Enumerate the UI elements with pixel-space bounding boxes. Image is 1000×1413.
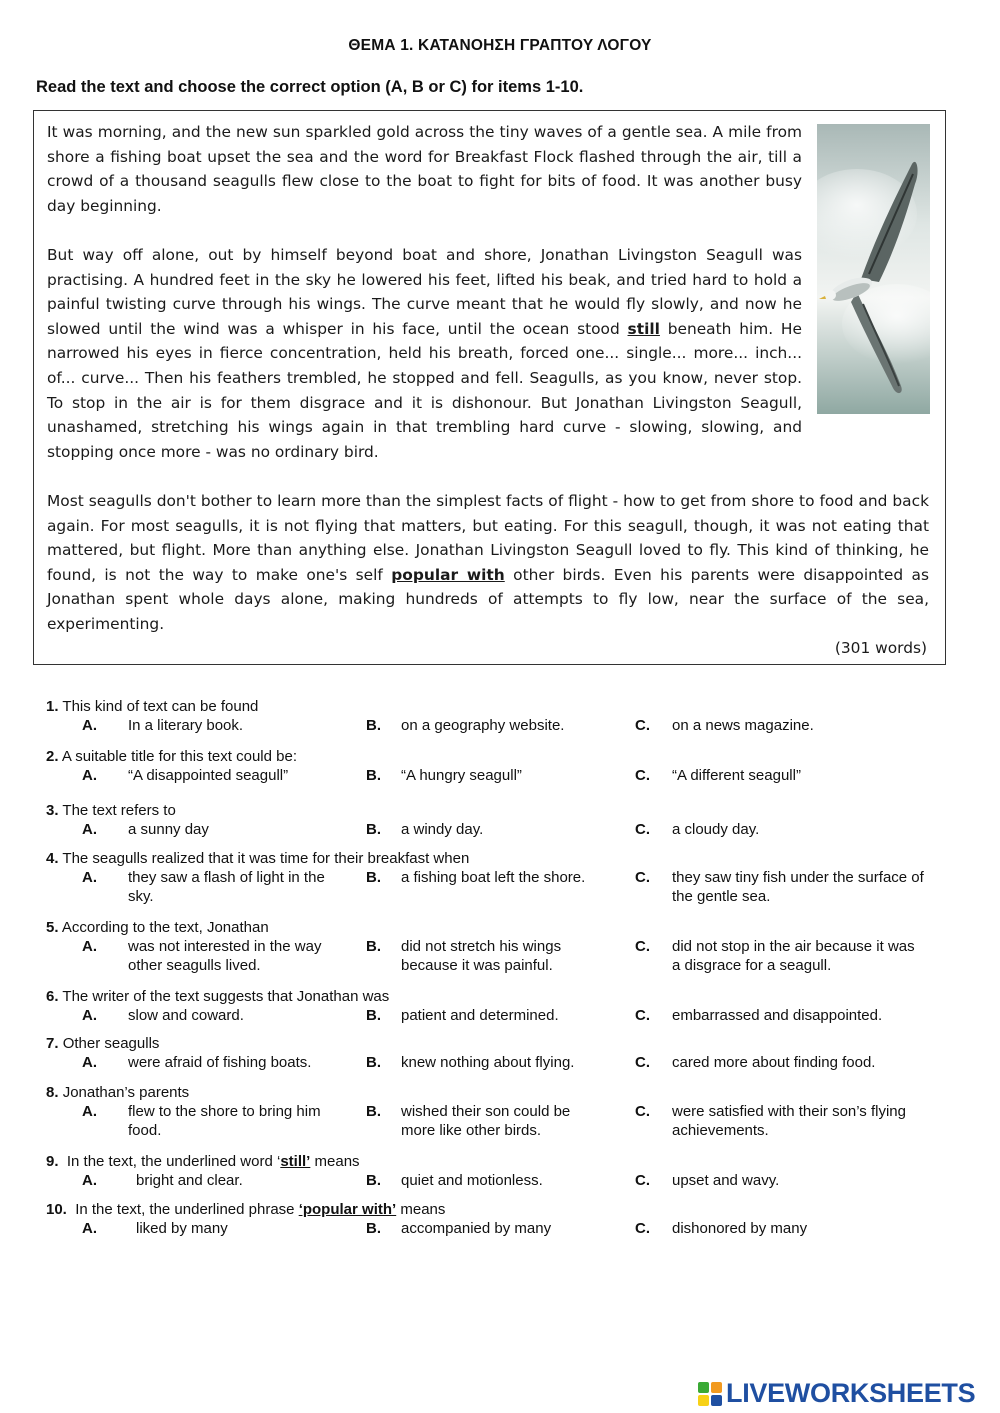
underlined-phrase-popular-with: ‘popular with’ (298, 1201, 397, 1218)
question-7: 7. Other seagulls A. were afraid of fishing boats. B. knew nothing about flying. C. cared more about finding food. (46, 1035, 876, 1071)
question-stem: The seagulls realized that it was time for their breakfast when (62, 849, 470, 867)
question-4: 4. The seagulls realized that it was time for their breakfast when A. they saw a flash of light in the sky. B. a fishing boat left the shore. C. they saw tiny fish under the surface of the gentle sea. (46, 849, 924, 905)
question-stem: In the text, the underlined phrase ‘popular with’ means (75, 1201, 446, 1218)
question-stem: The writer of the text suggests that Jonathan was (62, 987, 390, 1005)
passage-paragraph-1: It was morning, and the new sun sparkled gold across the tiny waves of a gentle sea. A mile from shore a fishing boat upset the sea and the word for Breakfast Flock flashed through the air, till a crowd of a thousand seagulls flew close to the boat to fight for bits of food. It was another busy day beginning. (47, 123, 802, 215)
question-number: 9. (46, 1152, 59, 1170)
question-8: 8. Jonathan’s parents A. flew to the shore to bring him food. B. wished their son could be more like other birds. C. were satisfied with their son’s flying achievements. (46, 1083, 906, 1139)
question-stem: Jonathan’s parents (62, 1083, 190, 1101)
passage-paragraph-3: Most seagulls don't bother to learn more than the simplest facts of flight - how to get from shore to food and back again. For most seagulls, it is not flying that matters, but eating. For this seagull, though, it was not eating that mattered, but flight. More than anything else. Jonathan Livingston Seagull loved to fly. This kind of thinking, he found, is not the way to make one's self popular with other birds. Even his parents were disappointed as Jonathan spent whole days alone, making hundreds of attempts to fly low, near the surface of the sea, experimenting. (47, 491, 929, 633)
question-stem: Other seagulls (62, 1035, 160, 1052)
question-number: 7. (46, 1035, 59, 1052)
underlined-word-still: still’ (280, 1152, 311, 1170)
question-stem: According to the text, Jonathan (61, 918, 269, 936)
question-6: 6. The writer of the text suggests that Jonathan was A. slow and coward. B. patient and determined. C. embarrassed and disappointed. (46, 987, 883, 1024)
passage-paragraph-2: But way off alone, out by himself beyond boat and shore, Jonathan Livingston Seagull was practising. A hundred feet in the sky he lowered his feet, lifted his beak, and tried hard to hold a painful twisting curve through his wings. The curve meant that he would fly slowly, and now he slowed until the wind was a whisper in his face, until the ocean stood still beneath him. He narrowed his eyes in fierce concentration, held his breath, forced one... single... more... inch... of... curve... Then his feathers trembled, he stopped and fell. Seagulls, as you know, never stop. To stop in the air is for them disgrace and it is dishonour. But Jonathan Livingston Seagull, unashamed, stretching his wings again in that trembling hard curve - slowing, slowing, and stopping once more - was no ordinary bird. (47, 245, 802, 461)
question-number: 6. (46, 987, 59, 1005)
question-10: 10. In the text, the underlined phrase ‘popular with’ means A. liked by many B. accompanied by many C. dishonored by many (46, 1201, 808, 1237)
liveworksheets-logo[interactable] (697, 1378, 975, 1409)
logo-text: LIVEWORKSHEETS (726, 1378, 976, 1408)
liveworksheets-logo-icon (697, 1381, 723, 1407)
word-count: (301 words) (834, 639, 927, 657)
question-number: 5. (46, 918, 59, 936)
underlined-phrase-popular-with: popular with (391, 565, 505, 584)
question-number: 4. (46, 849, 59, 867)
passage-text (47, 120, 929, 636)
question-2: 2. A suitable title for this text could be: A. “A disappointed seagull” B. “A hungry seagull” C. “A different seagull” (46, 747, 801, 784)
instructions: Read the text and choose the correct option (A, B or C) for items 1-10. (36, 78, 584, 96)
reading-passage-box (33, 110, 946, 665)
question-stem: This kind of text can be found (62, 698, 259, 715)
question-number: 3. (46, 802, 59, 819)
question-number: 1. (46, 698, 59, 715)
question-1: 1. This kind of text can be found A. In a literary book. B. on a geography website. C. on a news magazine. (46, 698, 814, 734)
question-5: 5. According to the text, Jonathan A. was not interested in the way other seagulls lived. B. did not stretch his wings because it was painful. C. did not stop in the air because it was a disgrace for a seagull. (46, 918, 915, 974)
question-stem: In the text, the underlined word ‘still’ means (66, 1152, 360, 1170)
question-list (46, 697, 966, 1250)
question-number: 10. (46, 1201, 67, 1218)
underlined-word-still: still (627, 319, 660, 338)
question-stem: The text refers to (62, 802, 176, 819)
page-title: ΘΕΜΑ 1. ΚΑΤΑΝΟΗΣΗ ΓΡΑΠΤΟΥ ΛΟΓΟΥ (348, 37, 652, 54)
question-9: 9. In the text, the underlined word ‘still’ means A. bright and clear. B. quiet and motionless. C. upset and wavy. (46, 1152, 780, 1189)
question-number: 2. (46, 747, 59, 765)
question-number: 8. (46, 1083, 59, 1101)
question-stem: A suitable title for this text could be: (61, 747, 297, 765)
question-3: 3. The text refers to A. a sunny day B. a windy day. C. a cloudy day. (46, 802, 760, 838)
